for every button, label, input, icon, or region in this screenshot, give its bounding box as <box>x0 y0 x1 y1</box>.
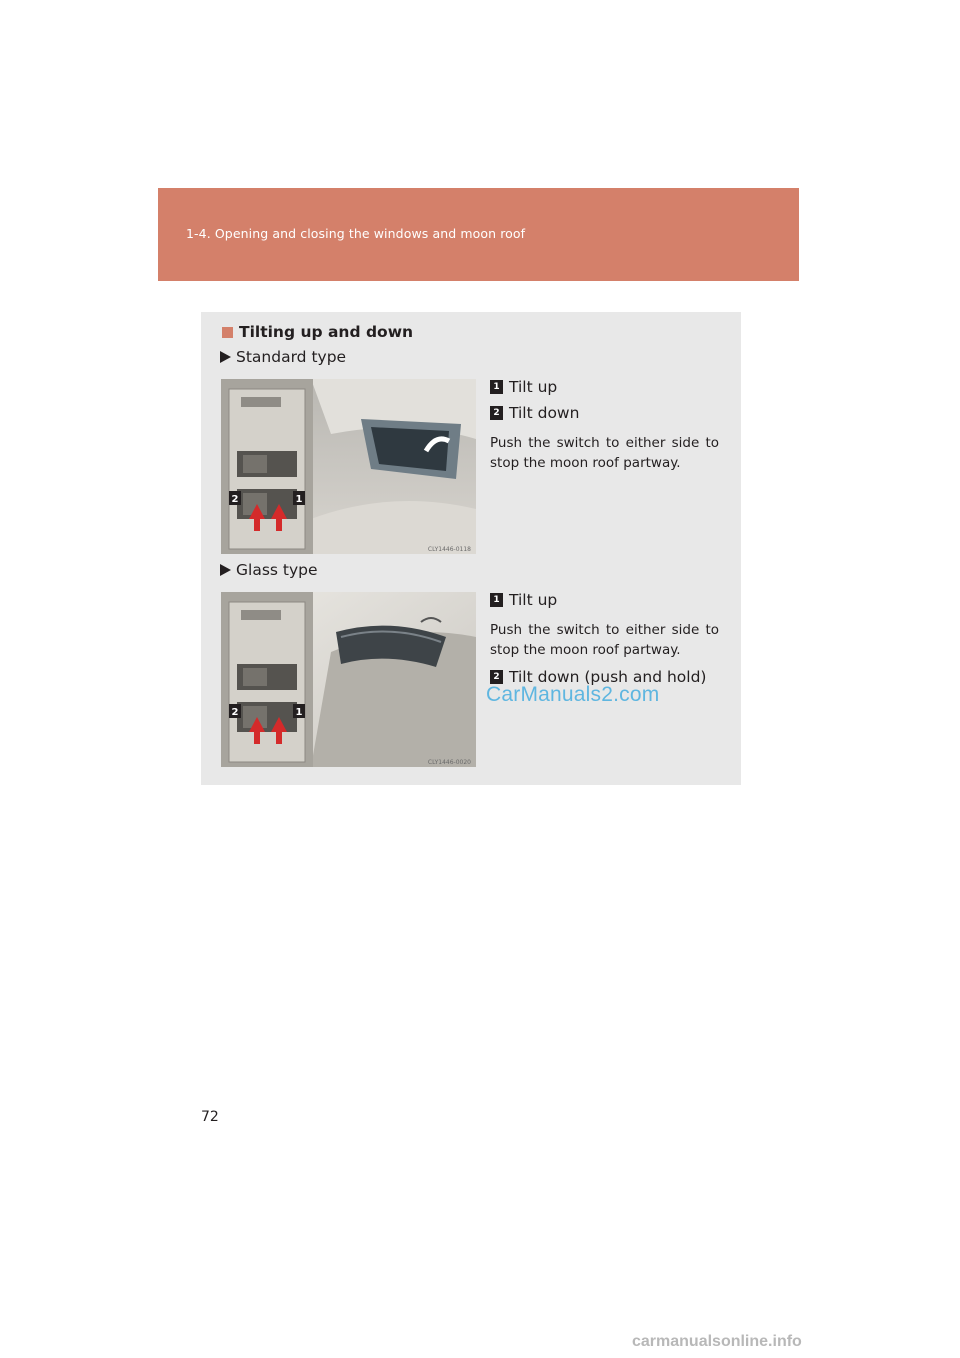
figure-code: CLY1446-0020 <box>427 759 471 766</box>
watermark-carmanualsonline: carmanualsonline.info <box>632 1333 802 1350</box>
callout-2: 2 <box>231 494 239 505</box>
standard-note: Push the switch to either side to stop the moon roof partway. <box>490 435 719 471</box>
triangle-bullet-icon <box>220 564 231 576</box>
number-badge: 1 <box>490 380 503 394</box>
glass-type-heading <box>220 561 318 579</box>
section-title: 1-4. Opening and closing the windows and moon roof <box>186 226 526 241</box>
callout-1: 1 <box>295 707 303 718</box>
number-badge: 2 <box>490 670 503 684</box>
standard-type-photo <box>221 379 476 554</box>
figure-code: CLY1446-0118 <box>427 546 471 553</box>
watermark-carmanuals2: CarManuals2.com <box>486 683 660 706</box>
triangle-bullet-icon <box>220 351 231 363</box>
callout-2: 2 <box>231 707 239 718</box>
item-text: Tilt up <box>509 378 558 396</box>
tilting-panel <box>201 312 741 785</box>
section-heading <box>222 323 413 341</box>
number-badge: 1 <box>490 593 503 607</box>
standard-type-label: Standard type <box>236 348 347 366</box>
number-badge: 2 <box>490 406 503 420</box>
glass-type-label: Glass type <box>236 561 318 579</box>
item-text: Tilt up <box>509 591 558 609</box>
item-text: Tilt down <box>509 404 580 422</box>
standard-item-1 <box>490 378 557 396</box>
standard-switch-illustration <box>221 379 476 554</box>
item-text: Tilt down (push and hold) <box>509 668 707 686</box>
standard-item-2 <box>490 404 579 422</box>
page-number: 72 <box>201 1109 219 1125</box>
glass-item-1 <box>490 591 557 609</box>
square-bullet-icon <box>222 327 233 338</box>
callout-1: 1 <box>295 494 303 505</box>
glass-switch-illustration <box>221 592 476 767</box>
glass-note: Push the switch to either side to stop the moon roof partway. <box>490 622 719 658</box>
glass-type-photo <box>221 592 476 767</box>
header-band <box>158 188 799 281</box>
standard-type-heading <box>220 348 346 366</box>
heading-text: Tilting up and down <box>239 323 414 341</box>
